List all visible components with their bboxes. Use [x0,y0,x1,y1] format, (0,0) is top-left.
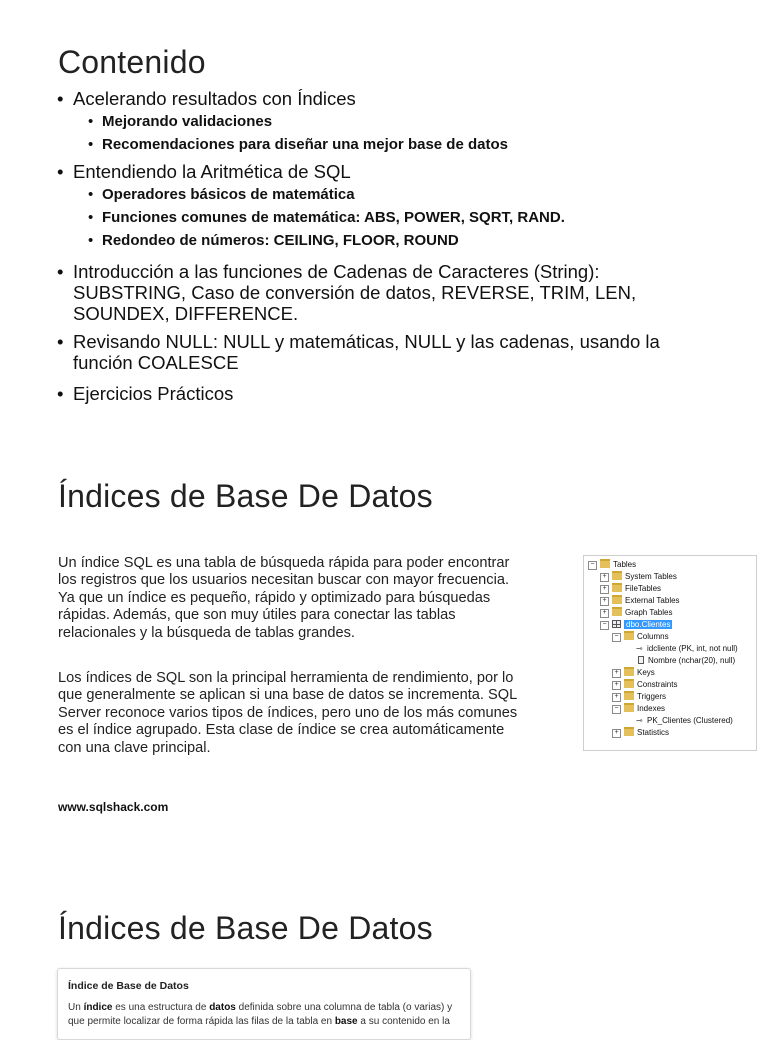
bullet-dot: • [88,186,94,203]
tree-node-column-nombre[interactable]: Nombre (nchar(20), null) [638,655,735,667]
key-icon: ⊸ [636,716,643,725]
bullet-dot: • [88,113,94,130]
card-line [68,1001,463,1015]
object-explorer-tree [583,555,757,751]
paragraph-line: Server reconoce varios tipos de índices, pero uno de los más comunes [58,704,518,721]
card-text-bold: base [334,1016,358,1027]
sub-bullet-item [88,232,459,250]
folder-icon [624,703,634,712]
bullet-dot: • [88,209,94,226]
card-line [68,1015,463,1029]
tree-node-constraints[interactable]: + Constraints [612,679,677,691]
bullet-item [57,261,637,324]
sub-bullet-text: Funciones comunes de matemática: ABS, POWER, SQRT, RAND. [102,209,565,226]
expand-icon[interactable]: + [600,597,609,606]
card-text-run: es una estructura de [112,1002,210,1013]
expand-icon[interactable]: + [612,729,621,738]
paragraph-performance [58,670,558,757]
tree-node-dbo-clientes[interactable]: − dbo.Clientes [600,619,672,631]
tree-node-columns[interactable]: − Columns [612,631,669,643]
sub-bullet-text: Redondeo de números: CEILING, FLOOR, ROUND [102,232,459,249]
paragraph-line: Los índices de SQL son la principal herramienta de rendimiento, por lo [58,670,514,686]
tree-node-graph-tables[interactable]: + Graph Tables [600,607,672,619]
bullet-text: Entendiendo la Aritmética de SQL [73,161,351,182]
expand-icon[interactable]: + [612,681,621,690]
tree-node-keys[interactable]: + Keys [612,667,655,679]
tree-node-tables[interactable]: − Tables [588,559,636,571]
tree-node-file-tables[interactable]: + FileTables [600,583,661,595]
section-title-indices-2: Índices de Base De Datos [58,910,433,946]
paragraph-line: con una clave principal. [58,739,211,756]
folder-icon [612,583,622,592]
sub-bullet-item [88,209,565,227]
column-icon [638,656,644,664]
source-link[interactable]: www.sqlshack.com [58,800,169,814]
folder-icon [624,667,634,676]
bullet-line: SUBSTRING, Caso de conversión de datos, REVERSE, TRIM, LEN, [73,282,637,303]
sub-bullet-item [88,136,508,154]
card-text-bold: índice [83,1002,113,1013]
bullet-item [57,331,660,373]
tree-node-column-idcliente[interactable]: ⊸ idcliente (PK, int, not null) [636,644,738,653]
bullet-dot: • [57,161,64,182]
bullet-line: SOUNDEX, DIFFERENCE. [73,303,299,324]
expand-icon[interactable]: + [612,669,621,678]
bullet-text: Acelerando resultados con Índices [73,88,356,109]
card-text [68,1001,463,1029]
paragraph-line: es el índice agrupado. Esta clase de índice se crea automáticamente [58,722,505,739]
tree-node-pk-clientes[interactable]: ⊸ PK_Clientes (Clustered) [636,716,733,725]
folder-icon [624,631,634,640]
bullet-line: Introducción a las funciones de Cadenas de Caracteres (String): [73,261,600,282]
table-icon [612,620,621,628]
paragraph-intro [58,555,558,642]
bullet-line: función COALESCE [73,352,239,373]
folder-icon [600,559,610,568]
paragraph-line: Un índice SQL es una tabla de búsqueda rápida para poder encontrar [58,555,510,571]
bullet-item [57,88,356,109]
paragraph-line: rápidas. Además, que son muy útiles para conectar las tablas [58,607,456,624]
bullet-item [57,383,234,404]
bullet-dot: • [57,331,64,352]
paragraph-line: que generalmente se aplican si una base de datos se incrementa. SQL [58,687,518,704]
expand-icon[interactable]: + [612,693,621,702]
section-title-indices: Índices de Base De Datos [58,478,433,514]
definition-card [57,968,471,1040]
tree-node-indexes[interactable]: − Indexes [612,703,665,715]
sub-bullet-item [88,186,355,204]
bullet-dot: • [88,136,94,153]
folder-icon [612,571,622,580]
expand-icon[interactable]: + [600,585,609,594]
card-text-bold: datos [209,1002,236,1013]
collapse-icon[interactable]: − [612,633,621,642]
folder-icon [612,595,622,604]
paragraph-line: relacionales y la búsqueda de tablas grandes. [58,624,355,641]
section-title-contenido: Contenido [58,44,206,80]
bullet-text: Ejercicios Prácticos [73,383,234,404]
tree-node-statistics[interactable]: + Statistics [612,727,669,739]
tree-node-system-tables[interactable]: + System Tables [600,571,677,583]
tree-node-triggers[interactable]: + Triggers [612,691,666,703]
card-text-run: que permite localizar de forma rápida las filas de la tabla en [68,1016,335,1027]
collapse-icon[interactable]: − [588,561,597,570]
sub-bullet-text: Operadores básicos de matemática [102,186,355,203]
card-text-run: definida sobre una columna de tabla (o varias) y [235,1002,453,1013]
paragraph-line: los registros que los usuarios necesitan buscar con mayor frecuencia. [58,572,510,589]
sub-bullet-text: Mejorando validaciones [102,113,273,130]
bullet-dot: • [57,88,64,109]
paragraph-line: Ya que un índice es pequeño, rápido y optimizado para búsquedas [58,589,491,606]
expand-icon[interactable]: + [600,573,609,582]
folder-icon [624,679,634,688]
expand-icon[interactable]: + [600,609,609,618]
sub-bullet-text: Recomendaciones para diseñar una mejor base de datos [102,136,508,153]
folder-icon [624,727,634,736]
collapse-icon[interactable]: − [600,621,609,630]
key-icon: ⊸ [636,644,643,653]
bullet-dot: • [88,232,94,249]
collapse-icon[interactable]: − [612,705,621,714]
card-text-run: Un [68,1002,84,1013]
bullet-dot: • [57,261,64,282]
folder-icon [624,691,634,700]
bullet-dot: • [57,383,64,404]
card-text-run: a su contenido en la [357,1016,450,1027]
folder-icon [612,607,622,616]
bullet-line: Revisando NULL: NULL y matemáticas, NULL y las cadenas, usando la [73,331,660,352]
card-title: Índice de Base de Datos [68,980,189,992]
bullet-item [57,161,351,182]
sub-bullet-item [88,113,273,131]
tree-node-external-tables[interactable]: + External Tables [600,595,680,607]
